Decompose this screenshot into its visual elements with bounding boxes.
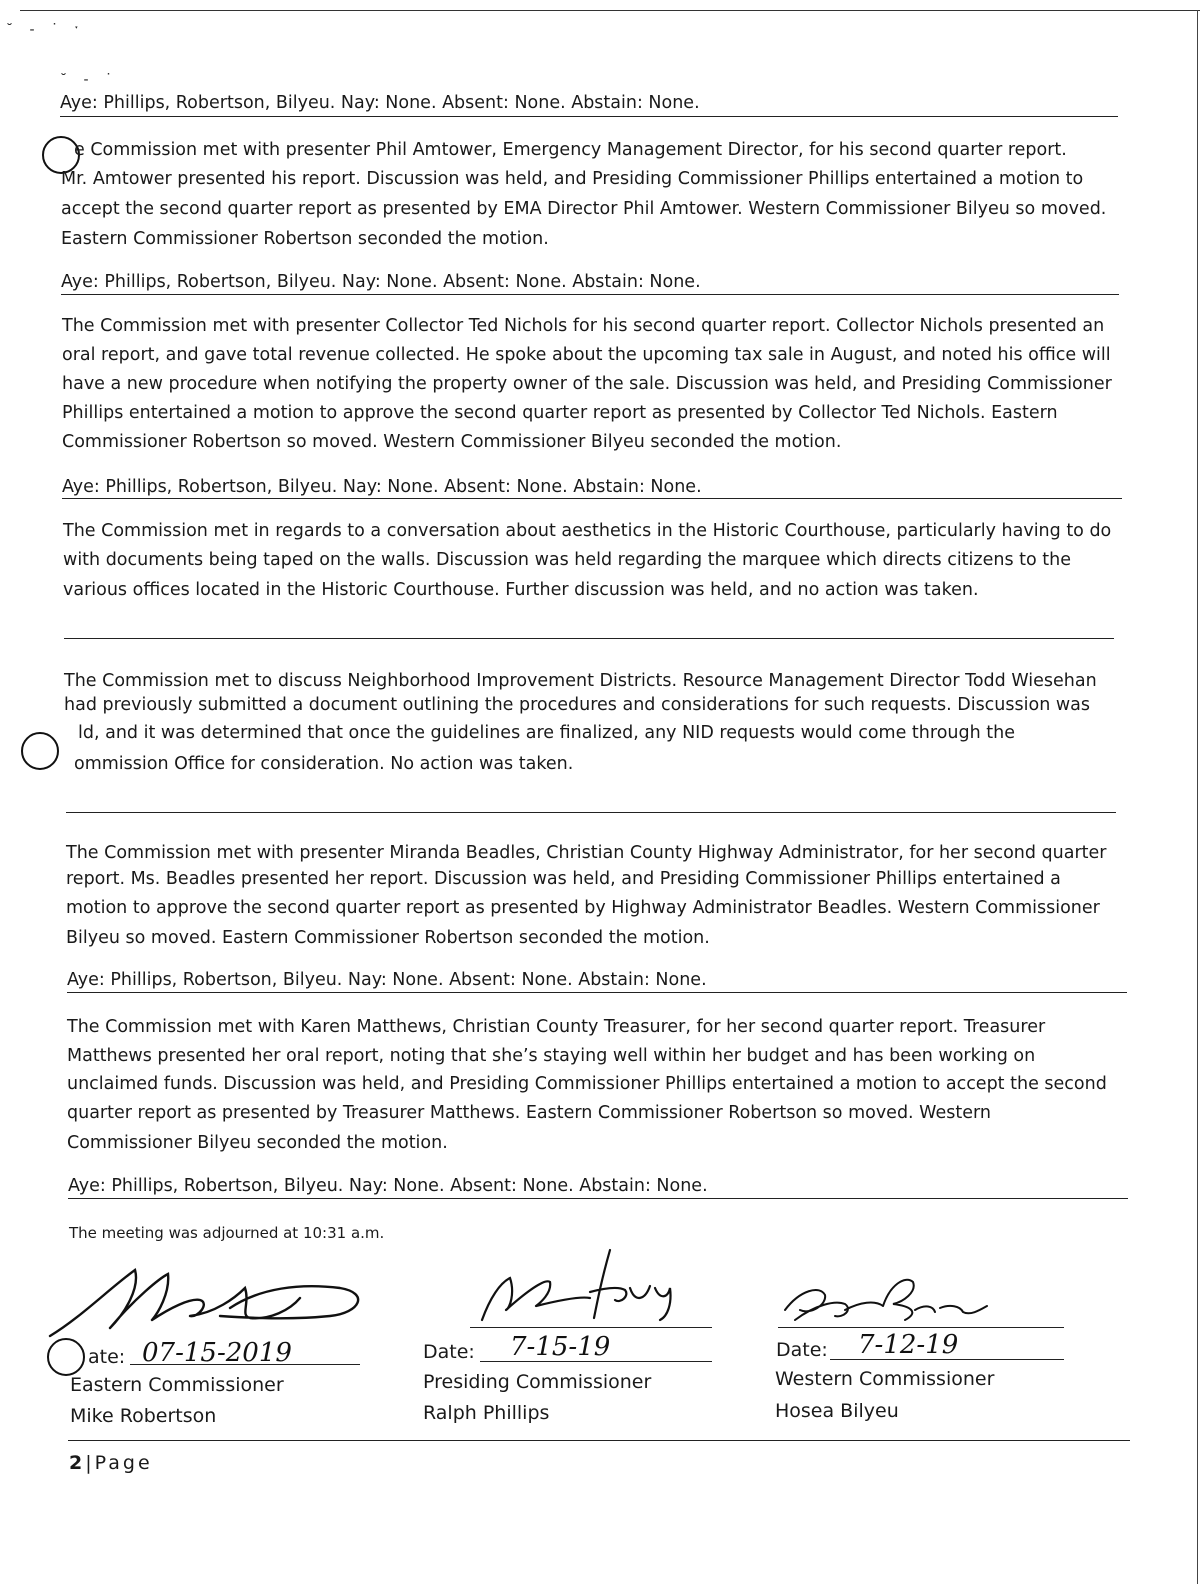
date-rule [130, 1364, 360, 1365]
paragraph-line: The Commission met in regards to a conversation about aesthetics in the Historic Courthouse, particularly having to do [63, 521, 1112, 541]
adjournment-note: The meeting was adjourned at 10:31 a.m. [69, 1224, 385, 1242]
vote-line: Aye: Phillips, Robertson, Bilyeu. Nay: None. Absent: None. Abstain: None. [62, 477, 702, 497]
page-footer [69, 1452, 153, 1474]
paragraph-line: The Commission met to discuss Neighborhood Improvement Districts. Resource Management Director Todd Wiesehan [64, 671, 1097, 691]
date-label-eastern: ate: [88, 1346, 126, 1368]
punch-hole [21, 732, 59, 770]
paragraph-line: The Commission met with Karen Matthews, Christian County Treasurer, for her second quarter report. Treasurer [67, 1017, 1046, 1037]
paragraph-line: Phillips entertained a motion to approve the second quarter report as presented by Collector Ted Nichols. Eastern [62, 403, 1058, 423]
paragraph-line: ld, and it was determined that once the guidelines are finalized, any NID requests would come through the [78, 723, 1015, 743]
page-word: Page [94, 1452, 153, 1474]
paragraph-line: with documents being taped on the walls. Discussion was held regarding the marquee which directs citizens to the [63, 550, 1071, 570]
paragraph-line: The Commission met with presenter Miranda Beadles, Christian County Highway Administrator, for her second quarter [66, 843, 1107, 863]
signer-title-presiding: Presiding Commissioner [423, 1371, 652, 1393]
paragraph-line: Bilyeu so moved. Eastern Commissioner Robertson seconded the motion. [66, 928, 710, 948]
date-rule [480, 1361, 712, 1362]
paragraph-line: Commissioner Bilyeu seconded the motion. [67, 1133, 448, 1153]
scan-edge-top [20, 10, 1200, 11]
date-value-western: 7-12-19 [858, 1330, 959, 1360]
signer-name-eastern: Mike Robertson [70, 1405, 217, 1427]
vote-line: Aye: Phillips, Robertson, Bilyeu. Nay: None. Absent: None. Abstain: None. [67, 970, 707, 990]
paragraph-line: had previously submitted a document outlining the procedures and considerations for such requests. Discussion was [64, 695, 1091, 715]
vote-line: Aye: Phillips, Robertson, Bilyeu. Nay: None. Absent: None. Abstain: None. [60, 93, 700, 113]
signature-rule [778, 1327, 1064, 1328]
signer-name-western: Hosea Bilyeu [775, 1400, 899, 1422]
vote-line: Aye: Phillips, Robertson, Bilyeu. Nay: None. Absent: None. Abstain: None. [68, 1176, 708, 1196]
date-label-presiding: Date: [423, 1341, 475, 1363]
signature-rule [470, 1327, 712, 1328]
section-rule [62, 498, 1122, 499]
paragraph-line: oral report, and gave total revenue collected. He spoke about the upcoming tax sale in August, and noted his office will [62, 345, 1111, 365]
vote-line: Aye: Phillips, Robertson, Bilyeu. Nay: None. Absent: None. Abstain: None. [61, 272, 701, 292]
paragraph-line: Eastern Commissioner Robertson seconded the motion. [61, 229, 549, 249]
date-label-western: Date: [776, 1339, 828, 1361]
signature-robertson [40, 1258, 380, 1348]
paragraph-line: Commissioner Robertson so moved. Western Commissioner Bilyeu seconded the motion. [62, 432, 842, 452]
signer-title-eastern: Eastern Commissioner [70, 1374, 284, 1396]
date-value-eastern: 07-15-2019 [142, 1338, 292, 1368]
paragraph-line: unclaimed funds. Discussion was held, and Presiding Commissioner Phillips entertained a motion to accept the second [67, 1074, 1107, 1094]
paragraph-line: have a new procedure when notifying the property owner of the sale. Discussion was held, and Presiding Commissioner [62, 374, 1112, 394]
section-rule [68, 1198, 1128, 1199]
paragraph-line: report. Ms. Beadles presented her report. Discussion was held, and Presiding Commissioner Phillips entertained a [66, 869, 1061, 889]
paragraph-line: quarter report as presented by Treasurer Matthews. Eastern Commissioner Robertson so moved. Western [67, 1103, 991, 1123]
paragraph-line: accept the second quarter report as presented by EMA Director Phil Amtower. Western Commissioner Bilyeu so moved. [61, 199, 1107, 219]
footer-rule [68, 1440, 1130, 1441]
date-rule [830, 1359, 1064, 1360]
paragraph-line: The Commission met with presenter Collector Ted Nichols for his second quarter report. Collector Nichols presented an [62, 316, 1105, 336]
section-rule [67, 992, 1127, 993]
signer-title-western: Western Commissioner [775, 1368, 995, 1390]
page-separator: | [85, 1452, 95, 1474]
signer-name-presiding: Ralph Phillips [423, 1402, 550, 1424]
signature-bilyeu [775, 1270, 995, 1330]
page-number: 2 [69, 1452, 86, 1474]
paragraph-line: Mr. Amtower presented his report. Discussion was held, and Presiding Commissioner Phillips entertained a motion to [61, 169, 1084, 189]
paragraph-line: various offices located in the Historic Courthouse. Further discussion was held, and no action was taken. [63, 580, 979, 600]
paragraph-line: motion to approve the second quarter report as presented by Highway Administrator Beadles. Western Commissioner [66, 898, 1100, 918]
paragraph-line: Matthews presented her oral report, noting that she’s staying well within her budget and has been working on [67, 1046, 1036, 1066]
section-rule [60, 116, 1118, 117]
signature-phillips [470, 1248, 710, 1328]
paragraph-line: e Commission met with presenter Phil Amtower, Emergency Management Director, for his second quarter report. [74, 140, 1067, 160]
punch-hole [47, 1338, 85, 1376]
scan-edge-right [1197, 10, 1198, 1584]
paragraph-line: ommission Office for consideration. No action was taken. [74, 754, 574, 774]
section-rule [66, 812, 1116, 813]
date-value-presiding: 7-15-19 [510, 1332, 611, 1362]
section-rule [61, 294, 1119, 295]
scan-speck: ˘ ‐ ˙ [60, 72, 118, 88]
scan-speck: ˘ ‐ ˙ ˑ [6, 22, 86, 38]
section-rule [64, 638, 1114, 639]
